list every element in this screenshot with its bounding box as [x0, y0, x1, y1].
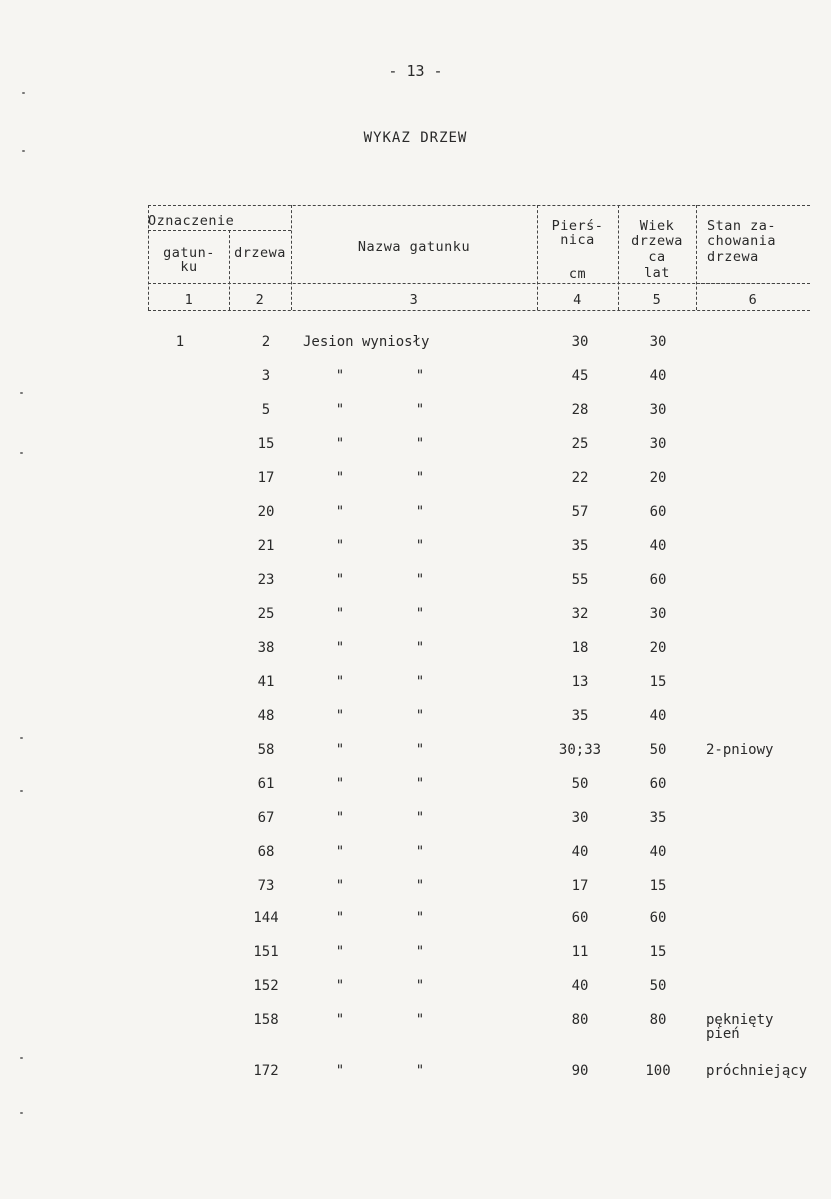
cell-wiek: 15 [649, 878, 667, 894]
cell-wiek: 50 [649, 742, 667, 758]
cell-ditto-mark: " [415, 944, 425, 960]
scan-speck [22, 92, 25, 94]
header-wiek-1: Wiek [639, 218, 675, 234]
cell-ditto-mark: " [335, 1012, 345, 1028]
cell-drzewo: 73 [257, 878, 275, 894]
cell-drzewo: 151 [253, 944, 279, 960]
cell-wiek: 80 [649, 1012, 667, 1028]
cell-nazwa: Jesion wyniosły [303, 334, 430, 350]
cell-drzewo: 68 [257, 844, 275, 860]
scan-speck [20, 790, 23, 792]
cell-ditto-mark: " [415, 674, 425, 690]
table-row [0, 572, 831, 592]
cell-ditto-mark: " [335, 674, 345, 690]
cell-piersnica: 35 [571, 708, 589, 724]
scan-speck [20, 392, 23, 394]
cell-piersnica: 35 [571, 538, 589, 554]
cell-wiek: 40 [649, 368, 667, 384]
cell-ditto-mark: " [415, 470, 425, 486]
cell-drzewo: 5 [261, 402, 271, 418]
cell-wiek: 60 [649, 910, 667, 926]
table-row [0, 334, 831, 354]
header-stan-3: drzewa [707, 249, 759, 265]
cell-ditto-mark: " [335, 776, 345, 792]
header-gatunku-2: ku [180, 259, 198, 275]
header-piersnica-2: nica [560, 232, 595, 248]
cell-ditto-mark: " [415, 978, 425, 994]
cell-wiek: 40 [649, 844, 667, 860]
table-row [0, 978, 831, 998]
cell-ditto-mark: " [415, 776, 425, 792]
cell-drzewo: 23 [257, 572, 275, 588]
table-row [0, 1012, 831, 1042]
cell-ditto-mark: " [415, 436, 425, 452]
header-wiek-3: ca [648, 249, 666, 265]
cell-piersnica: 90 [571, 1063, 589, 1079]
header-num-6: 6 [748, 292, 758, 308]
cell-drzewo: 67 [257, 810, 275, 826]
table-row [0, 742, 831, 762]
scan-speck [22, 150, 25, 152]
cell-ditto-mark: " [415, 368, 425, 384]
header-num-1: 1 [184, 292, 194, 308]
table-row [0, 674, 831, 694]
cell-drzewo: 61 [257, 776, 275, 792]
cell-piersnica: 50 [571, 776, 589, 792]
cell-ditto-mark: " [335, 944, 345, 960]
header-oznaczenie: Oznaczenie [148, 213, 235, 229]
cell-wiek: 20 [649, 640, 667, 656]
cell-wiek: 40 [649, 538, 667, 554]
table-row [0, 810, 831, 830]
cell-ditto-mark: " [335, 368, 345, 384]
cell-ditto-mark: " [415, 538, 425, 554]
cell-ditto-mark: " [335, 538, 345, 554]
scan-speck [20, 1057, 23, 1059]
cell-piersnica: 40 [571, 978, 589, 994]
cell-ditto-mark: " [335, 436, 345, 452]
header-wiek-4: lat [644, 265, 670, 281]
cell-gatunek: 1 [175, 334, 185, 350]
cell-piersnica: 17 [571, 878, 589, 894]
cell-piersnica: 11 [571, 944, 589, 960]
table-row [0, 436, 831, 456]
cell-piersnica: 60 [571, 910, 589, 926]
table-row [0, 844, 831, 864]
table-row [0, 538, 831, 558]
table-row [0, 910, 831, 930]
cell-ditto-mark: " [335, 742, 345, 758]
cell-ditto-mark: " [335, 978, 345, 994]
cell-ditto-mark: " [415, 402, 425, 418]
cell-ditto-mark: " [335, 606, 345, 622]
header-gatunku-1: gatun- [163, 245, 215, 261]
cell-wiek: 30 [649, 334, 667, 350]
cell-ditto-mark: " [415, 708, 425, 724]
header-piersnica-1: Pierś- [551, 218, 604, 234]
cell-ditto-mark: " [335, 910, 345, 926]
header-mid-rule-right [696, 283, 810, 284]
header-stan-2: chowania [707, 233, 777, 249]
cell-drzewo: 48 [257, 708, 275, 724]
cell-wiek: 30 [649, 436, 667, 452]
cell-drzewo: 172 [253, 1063, 279, 1079]
cell-piersnica: 57 [571, 504, 589, 520]
header-top-rule [148, 205, 810, 206]
cell-wiek: 30 [649, 606, 667, 622]
cell-ditto-mark: " [415, 504, 425, 520]
cell-wiek: 20 [649, 470, 667, 486]
cell-ditto-mark: " [415, 878, 425, 894]
scan-speck [20, 1112, 23, 1114]
cell-drzewo: 20 [257, 504, 275, 520]
cell-ditto-mark: " [415, 606, 425, 622]
cell-drzewo: 25 [257, 606, 275, 622]
cell-piersnica: 45 [571, 368, 589, 384]
cell-drzewo: 2 [261, 334, 271, 350]
cell-ditto-mark: " [415, 572, 425, 588]
header-num-3: 3 [409, 292, 419, 308]
cell-ditto-mark: " [335, 504, 345, 520]
cell-ditto-mark: " [415, 742, 425, 758]
cell-wiek: 35 [649, 810, 667, 826]
table-row [0, 708, 831, 728]
table-row [0, 944, 831, 964]
cell-wiek: 30 [649, 402, 667, 418]
cell-drzewo: 152 [253, 978, 279, 994]
cell-ditto-mark: " [335, 470, 345, 486]
table-row [0, 402, 831, 422]
cell-ditto-mark: " [415, 910, 425, 926]
table-row [0, 606, 831, 626]
table-row [0, 878, 831, 898]
header-num-2: 2 [255, 292, 265, 308]
cell-wiek: 60 [649, 572, 667, 588]
cell-ditto-mark: " [335, 878, 345, 894]
cell-ditto-mark: " [335, 572, 345, 588]
cell-wiek: 15 [649, 674, 667, 690]
header-bottom-rule [148, 310, 810, 311]
cell-piersnica: 22 [571, 470, 589, 486]
cell-ditto-mark: " [335, 810, 345, 826]
header-num-5: 5 [652, 292, 662, 308]
cell-ditto-mark: " [335, 708, 345, 724]
cell-drzewo: 17 [257, 470, 275, 486]
cell-piersnica: 30 [571, 334, 589, 350]
cell-drzewo: 41 [257, 674, 275, 690]
cell-piersnica: 28 [571, 402, 589, 418]
cell-drzewo: 21 [257, 538, 275, 554]
cell-stan: próchniejący [706, 1063, 808, 1079]
cell-drzewo: 144 [253, 910, 279, 926]
cell-piersnica: 55 [571, 572, 589, 588]
cell-drzewo: 158 [253, 1012, 279, 1028]
cell-ditto-mark: " [415, 640, 425, 656]
table-row [0, 504, 831, 524]
cell-piersnica: 80 [571, 1012, 589, 1028]
scan-speck [20, 737, 23, 739]
header-stan-1: Stan za- [707, 218, 777, 234]
cell-stan: pień [706, 1026, 740, 1042]
cell-wiek: 60 [649, 504, 667, 520]
cell-piersnica: 30;33 [558, 742, 602, 758]
cell-ditto-mark: " [415, 810, 425, 826]
cell-ditto-mark: " [335, 402, 345, 418]
cell-ditto-mark: " [335, 640, 345, 656]
cell-piersnica: 25 [571, 436, 589, 452]
header-num-4: 4 [573, 292, 582, 308]
scan-speck [20, 452, 23, 454]
header-drzewa: drzewa [234, 245, 286, 261]
cell-piersnica: 18 [571, 640, 589, 656]
cell-drzewo: 58 [257, 742, 275, 758]
cell-ditto-mark: " [415, 1012, 425, 1028]
cell-ditto-mark: " [415, 1063, 425, 1079]
cell-ditto-mark: " [335, 1063, 345, 1079]
oznaczenie-rule [148, 230, 291, 231]
header-nazwa: Nazwa gatunku [357, 239, 471, 255]
document-title: WYKAZ DRZEW [363, 130, 468, 146]
page-number: - 13 - [388, 62, 443, 80]
cell-wiek: 100 [645, 1063, 671, 1079]
cell-drzewo: 3 [261, 368, 271, 384]
cell-wiek: 50 [649, 978, 667, 994]
header-cm: cm [568, 266, 587, 282]
cell-ditto-mark: " [415, 844, 425, 860]
table-row [0, 368, 831, 388]
table-row [0, 1063, 831, 1083]
cell-piersnica: 30 [571, 810, 589, 826]
cell-piersnica: 40 [571, 844, 589, 860]
header-wiek-2: drzewa [631, 233, 683, 249]
cell-wiek: 40 [649, 708, 667, 724]
table-row [0, 776, 831, 796]
cell-drzewo: 15 [257, 436, 275, 452]
cell-wiek: 15 [649, 944, 667, 960]
cell-drzewo: 38 [257, 640, 275, 656]
cell-piersnica: 13 [571, 674, 589, 690]
table-row [0, 470, 831, 490]
cell-stan: pęknięty [706, 1012, 774, 1028]
cell-stan: 2-pniowy [706, 742, 774, 758]
cell-piersnica: 32 [571, 606, 589, 622]
table-row [0, 640, 831, 660]
cell-ditto-mark: " [335, 844, 345, 860]
cell-wiek: 60 [649, 776, 667, 792]
